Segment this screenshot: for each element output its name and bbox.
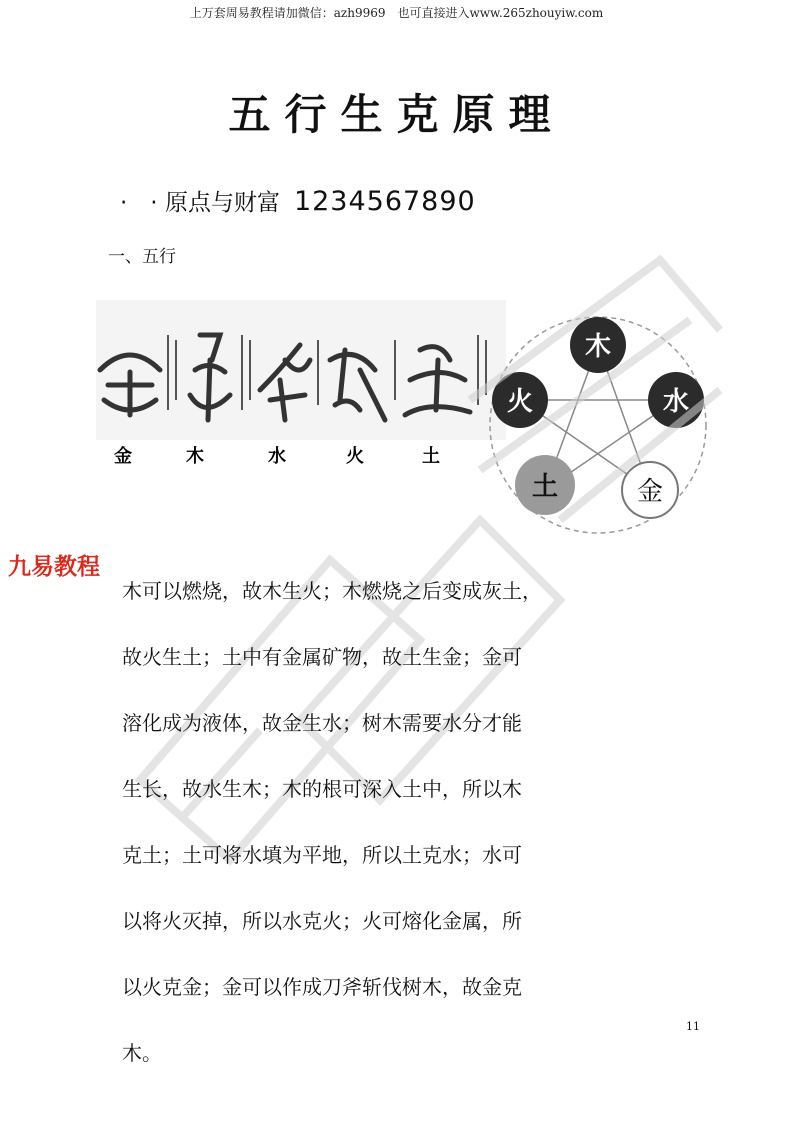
body-paragraph bbox=[122, 558, 682, 1086]
body-line: 木。 bbox=[122, 1041, 162, 1065]
section-label: 一、五行 bbox=[108, 247, 176, 267]
brand-watermark: 九易教程 bbox=[8, 554, 100, 580]
node-metal-label: 金 bbox=[636, 477, 664, 507]
caption-fire: 火 bbox=[346, 446, 364, 467]
body-line: 故火生土；土中有金属矿物，故土生金；金可 bbox=[122, 645, 522, 669]
subheading-digits: 1234567890 bbox=[293, 186, 476, 217]
caption-wood: 木 bbox=[186, 446, 204, 467]
body-line: 克土；土可将水填为平地，所以土克水；水可 bbox=[122, 843, 522, 867]
node-earth-label: 土 bbox=[531, 472, 559, 502]
caption-water: 水 bbox=[268, 446, 286, 467]
five-elements-figure bbox=[0, 0, 793, 545]
subheading-text: 原点与财富 bbox=[164, 190, 280, 216]
top-notice: 上万套周易教程请加微信：azh9969 也可直接进入www.265zhouyiw.com bbox=[189, 6, 604, 20]
node-water-label: 水 bbox=[662, 387, 690, 417]
node-fire-label: 火 bbox=[506, 387, 534, 417]
body-line: 木可以燃烧，故木生火；木燃烧之后变成灰土， bbox=[122, 579, 542, 603]
page-number: 11 bbox=[686, 1020, 700, 1033]
page-title: 五行生克原理 bbox=[228, 90, 565, 139]
subheading-marker: · · bbox=[120, 190, 158, 216]
node-wood-label: 木 bbox=[584, 332, 612, 362]
body-line: 以火克金；金可以作成刀斧斩伐树木，故金克 bbox=[122, 975, 522, 999]
body-line: 溶化成为液体，故金生水；树木需要水分才能 bbox=[122, 711, 522, 735]
caption-metal: 金 bbox=[114, 446, 132, 467]
body-line: 以将火灭掉，所以水克火；火可熔化金属，所 bbox=[122, 909, 522, 933]
body-line: 生长，故水生木；木的根可深入土中，所以木 bbox=[122, 777, 522, 801]
caption-earth: 土 bbox=[422, 446, 440, 467]
five-elements-cycle bbox=[490, 317, 706, 533]
